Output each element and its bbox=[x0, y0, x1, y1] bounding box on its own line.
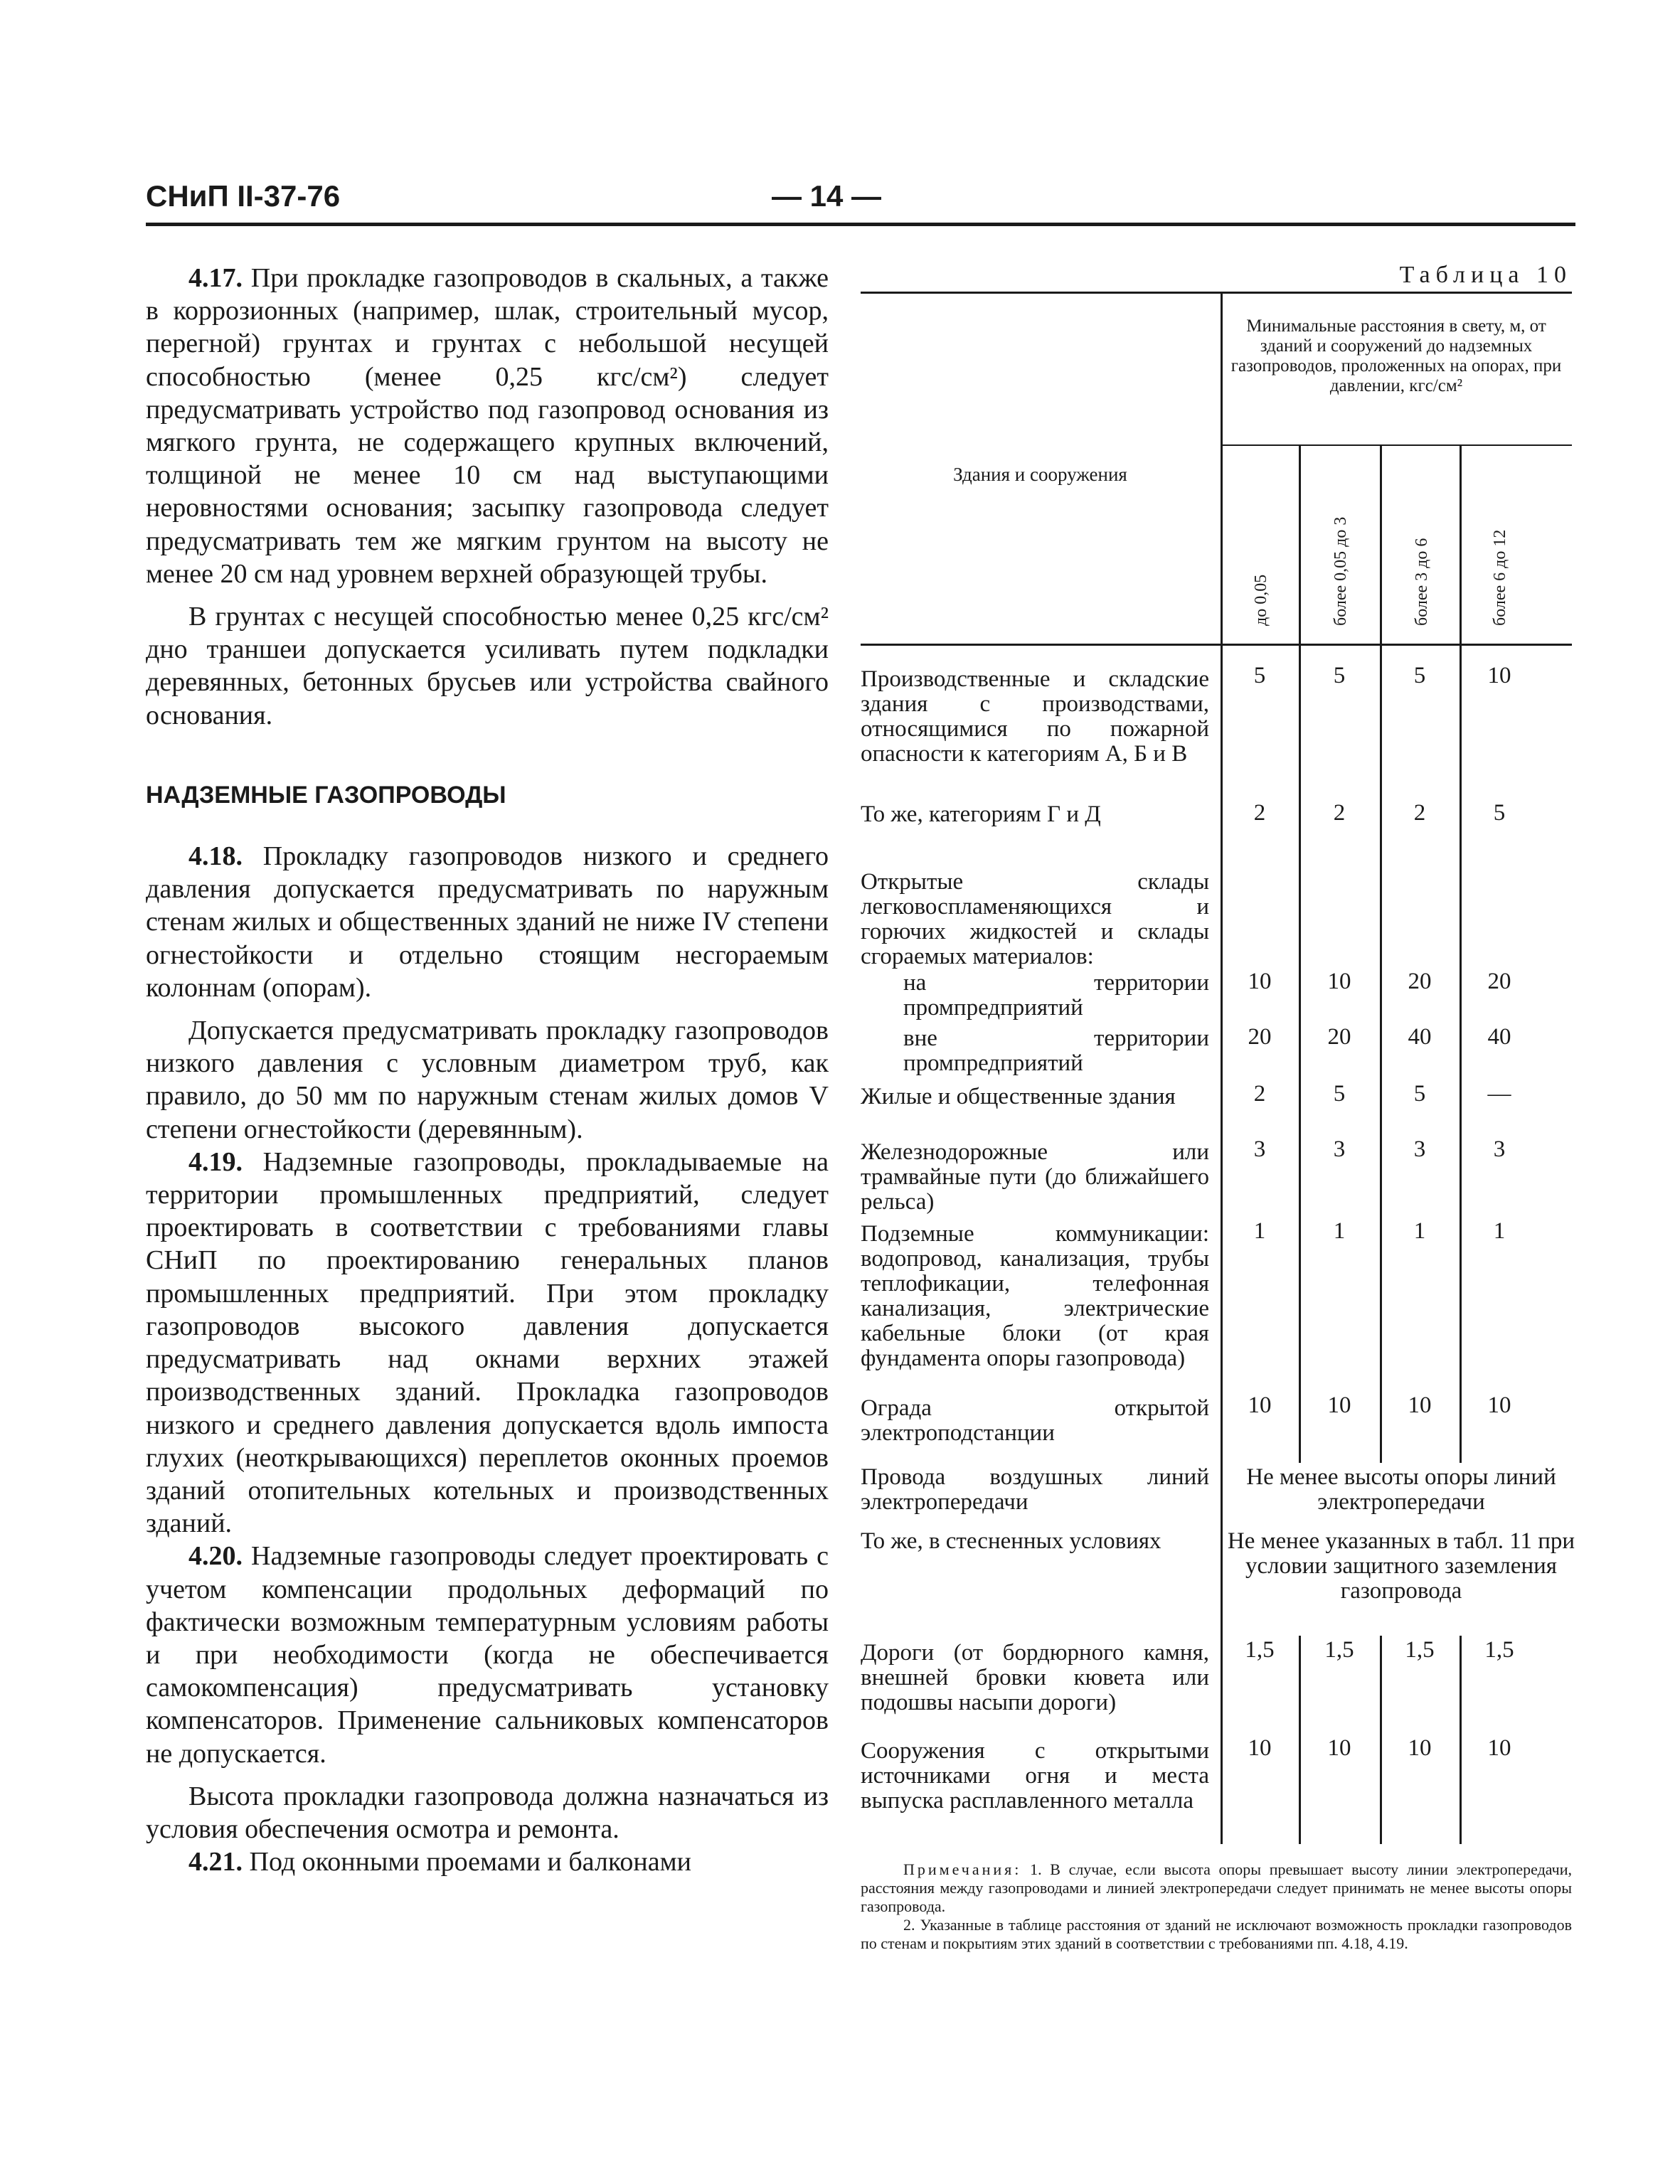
table-header-rule bbox=[861, 644, 1572, 646]
table-vline bbox=[1299, 446, 1301, 1463]
table-row-name: Железнодорожные или трамвайные пути (до ближайшего рельса) bbox=[861, 1139, 1209, 1215]
table-row-name: Ограда открытой электроподстанции bbox=[861, 1395, 1209, 1446]
note-1: Примечания: 1. В случае, если высота опоры превышает высоту линии электропередачи, расстояния между газопроводами и линией электропередачи следует принимать не менее высоты опоры газопровода. bbox=[861, 1860, 1572, 1915]
paragraph-4-19: 4.19. Надземные газопроводы, прокладываемые на территории промышленных предприятий, следует проектировать в соответствии с требованиями главы СНиП по проектированию генеральных планов промышленных предприятий. При этом прокладку газопроводов высокого давления допускается предусматривать над окнами верхних этажей производственных зданий. Прокладка газопроводов низкого и среднего давления допускается вдоль импоста глухих (неоткрывающихся) переплетов оконных проемов зданий отопительных котельных и производственных зданий. bbox=[146, 1146, 829, 1539]
table-cell: 1,5 bbox=[1405, 1637, 1435, 1663]
paragraph-4-21: 4.21. Под оконными проемами и балконами bbox=[188, 1847, 691, 1877]
table-row-name: вне территории промпредприятий bbox=[903, 1026, 1209, 1076]
table-cell: 10 bbox=[1408, 1735, 1432, 1761]
table-top-rule bbox=[861, 292, 1572, 294]
table-cell: 20 bbox=[1408, 969, 1432, 994]
table-row-name: То же, категориям Г и Д bbox=[861, 801, 1101, 827]
table-header-buildings: Здания и сооружения bbox=[953, 464, 1127, 485]
table-row-name: Подземные коммуникации: водопровод, канализация, трубы теплофикации, телефонная канализация, электрические кабельные блоки (от края фундамента опоры газопровода) bbox=[861, 1221, 1209, 1371]
section-title: НАДЗЕМНЫЕ ГАЗОПРОВОДЫ bbox=[146, 781, 506, 809]
table-cell: 10 bbox=[1487, 1735, 1511, 1761]
note-2: 2. Указанные в таблице расстояния от зданий не исключают возможность прокладки газопроводов по стенам и покрытиям этих зданий в соответствии с требованиями пп. 4.18, 4.19. bbox=[861, 1916, 1572, 1952]
table-cell: 1,5 bbox=[1324, 1637, 1354, 1663]
doc-code: СНиП II-37-76 bbox=[146, 179, 341, 213]
table-vline bbox=[1221, 294, 1223, 1844]
table-cell: 1 bbox=[1333, 1218, 1346, 1244]
table-cell: 20 bbox=[1487, 969, 1511, 994]
table-cell: — bbox=[1487, 1081, 1511, 1107]
table-cell: 10 bbox=[1327, 1392, 1351, 1418]
table-vline bbox=[1460, 446, 1462, 1463]
table-cell: 1,5 bbox=[1245, 1637, 1275, 1663]
subheader-3: более 6 до 12 bbox=[1491, 529, 1509, 626]
table-header-distance: Минимальные расстояния в свету, м, от зданий и сооружений до надземных газопроводов, проложенных на опорах, при давлении, кгс/см² bbox=[1230, 316, 1562, 395]
table-cell: 5 bbox=[1493, 800, 1506, 826]
table-cell: 40 bbox=[1487, 1024, 1511, 1050]
table-row-name: Дороги (от бордюрного камня, внешней бровки кювета или подошвы насыпи дороги) bbox=[861, 1640, 1209, 1715]
paragraph-4-18: 4.18. Прокладку газопроводов низкого и среднего давления допускается предусматривать по наружным стенам жилых и общественных зданий не ниже IV степени огнестойкости и отдельно стоящим несгораемым колоннам (опорам). bbox=[146, 841, 829, 1003]
table-cell: 10 bbox=[1248, 1392, 1272, 1418]
table-cell: 5 bbox=[1333, 663, 1346, 688]
table-header-divider bbox=[1222, 444, 1572, 446]
table-cell: 3 bbox=[1413, 1136, 1426, 1162]
table-cell-merged: Не менее указанных в табл. 11 при условии защитного заземления газопровода bbox=[1227, 1528, 1575, 1604]
paragraph-4-20-b: Высота прокладки газопровода должна назначаться из условия обеспечения осмотра и ремонта. bbox=[146, 1781, 829, 1844]
table-cell: 10 bbox=[1248, 969, 1272, 994]
table-cell: 20 bbox=[1327, 1024, 1351, 1050]
paragraph-4-17: 4.17. При прокладке газопроводов в скальных, а также в коррозионных (например, шлак, строительный мусор, перегной) грунтах и грунтах с небольшой несущей способностью (менее 0,25 кгс/см²) следует предусматривать устройство под газопровод основания из мягкого грунта, не содержащего крупных включений, толщиной не менее 10 см над выступающими неровностями основания; засыпку газопровода следует предусматривать тем же мягким грунтом на высоту не менее 20 см над уровнем верхней образующей трубы. bbox=[146, 263, 829, 589]
paragraph-4-18-b: Допускается предусматривать прокладку газопроводов низкого давления с условным диаметром труб, как правило, до 50 мм по наружным стенам жилых домов V степени огнестойкости (деревянным). bbox=[146, 1016, 829, 1144]
table-cell: 1,5 bbox=[1484, 1637, 1514, 1663]
subheader-2: более 3 до 6 bbox=[1413, 538, 1431, 626]
table-cell: 10 bbox=[1248, 1735, 1272, 1761]
page-number: — 14 — bbox=[772, 179, 882, 213]
paragraph-4-17-b: В грунтах с несущей способностью менее 0,25 кгс/см² дно траншеи допускается усиливать путем подкладки деревянных, бетонных брусьев или устройства свайного основания. bbox=[146, 602, 829, 730]
table-cell: 5 bbox=[1413, 1081, 1426, 1107]
table-cell: 10 bbox=[1327, 969, 1351, 994]
table-cell: 5 bbox=[1333, 1081, 1346, 1107]
table-cell: 3 bbox=[1333, 1136, 1346, 1162]
table-row-name: на территории промпредприятий bbox=[903, 970, 1209, 1021]
table-row-name: Жилые и общественные здания bbox=[861, 1084, 1176, 1109]
table-cell: 2 bbox=[1253, 1081, 1266, 1107]
subheader-0: до 0,05 bbox=[1252, 574, 1270, 626]
subheader-1: более 0,05 до 3 bbox=[1331, 516, 1350, 626]
table-cell-merged: Не менее высоты опоры линий электропередачи bbox=[1246, 1464, 1556, 1515]
table-row-name: Производственные и складские здания с производствами, относящимися по пожарной опасности к категориям А, Б и В bbox=[861, 666, 1209, 767]
table-cell: 2 bbox=[1413, 800, 1426, 826]
table-row-name: То же, в стесненных условиях bbox=[861, 1528, 1161, 1554]
table-cell: 2 bbox=[1333, 800, 1346, 826]
page-header bbox=[146, 179, 1575, 229]
table-cell: 40 bbox=[1408, 1024, 1432, 1050]
table-cell: 1 bbox=[1253, 1218, 1266, 1244]
table-notes bbox=[861, 1860, 1572, 1953]
table-title: Таблица 10 bbox=[1399, 262, 1572, 288]
table-vline bbox=[1380, 446, 1382, 1463]
table-cell: 20 bbox=[1248, 1024, 1272, 1050]
header-rule bbox=[146, 223, 1575, 226]
table-cell: 10 bbox=[1487, 1392, 1511, 1418]
table-row-name: Открытые склады легковоспламеняющихся и горючих жидкостей и склады сгораемых материалов: bbox=[861, 869, 1209, 969]
paragraph-4-20: 4.20. Надземные газопроводы следует проектировать с учетом компенсации продольных деформаций по фактически возможным температурным условиям работы и при необходимости (когда не обеспечивается самокомпенсация) предусматривать установку компенсаторов. Применение сальниковых компенсаторов не допускается. bbox=[146, 1541, 829, 1769]
table-cell: 3 bbox=[1253, 1136, 1266, 1162]
table-cell: 2 bbox=[1253, 800, 1266, 826]
table-cell: 10 bbox=[1408, 1392, 1432, 1418]
table-cell: 1 bbox=[1493, 1218, 1506, 1244]
table-cell: 1 bbox=[1413, 1218, 1426, 1244]
table-cell: 10 bbox=[1487, 663, 1511, 688]
table-cell: 5 bbox=[1253, 663, 1266, 688]
table-row-name: Сооружения с открытыми источниками огня и места выпуска расплавленного металла bbox=[861, 1738, 1209, 1813]
table-cell: 10 bbox=[1327, 1735, 1351, 1761]
table-cell: 5 bbox=[1413, 663, 1426, 688]
left-column bbox=[146, 262, 829, 1878]
table-cell: 3 bbox=[1493, 1136, 1506, 1162]
table-row-name: Провода воздушных линий электропередачи bbox=[861, 1464, 1209, 1515]
